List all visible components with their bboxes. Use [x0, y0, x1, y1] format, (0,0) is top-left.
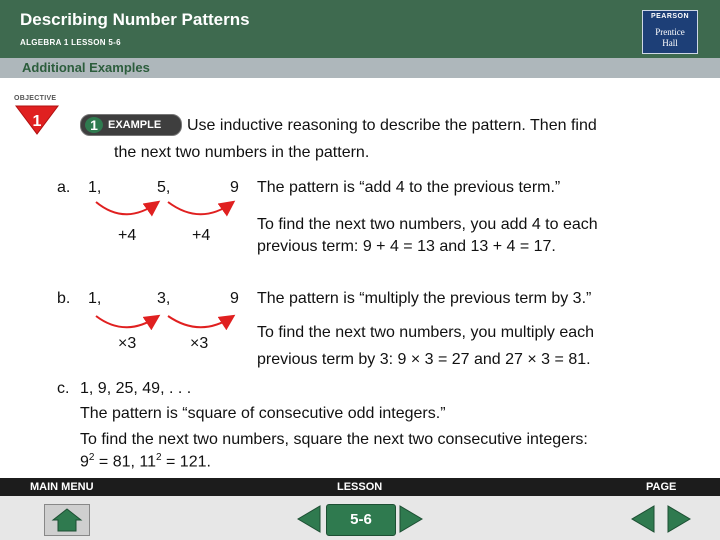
- part-a-step-2: +4: [192, 227, 211, 244]
- logo-line-2: Hall: [662, 38, 678, 48]
- part-c-sequence: 1, 9, 25, 49, . . .: [80, 380, 192, 397]
- lesson-next-arrow-icon: [398, 504, 424, 534]
- main-menu-button[interactable]: [44, 504, 90, 536]
- section-title: Additional Examples: [22, 60, 150, 75]
- lesson-subtitle: ALGEBRA 1 LESSON 5-6: [20, 38, 121, 47]
- part-c-explain-1: To find the next two numbers, square the next two consecutive integers:: [80, 431, 588, 448]
- part-b-step-2: ×3: [190, 335, 209, 352]
- part-c-eq2-exp: 2: [156, 452, 162, 463]
- page-prev-arrow-icon: [630, 504, 656, 534]
- part-a-term-3: 9: [230, 179, 239, 196]
- lesson-number-button[interactable]: [326, 504, 396, 536]
- lesson-label: LESSON: [337, 481, 383, 493]
- lesson-next-button[interactable]: [398, 504, 424, 534]
- part-c-eq1-exp: 2: [88, 452, 95, 463]
- part-c-rule: The pattern is “square of consecutive odd integers.”: [80, 405, 446, 422]
- logo-line-1: Prentice: [655, 27, 685, 37]
- part-b-term-2: 3,: [157, 290, 171, 307]
- part-a-label: a.: [57, 179, 71, 196]
- part-b-term-3: 9: [230, 290, 239, 307]
- page-next-button[interactable]: [666, 504, 692, 534]
- part-b-term-1: 1,: [88, 290, 102, 307]
- example-prompt-line-1: Use inductive reasoning to describe the pattern. Then find: [187, 117, 597, 134]
- part-b-arrow-2: [168, 316, 232, 327]
- objective-number: 1: [32, 113, 42, 130]
- part-a-explain-1: To find the next two numbers, you add 4 to each: [257, 216, 598, 233]
- example-prompt-line-2: the next two numbers in the pattern.: [114, 144, 370, 161]
- part-b-label: b.: [57, 290, 71, 307]
- main-menu-label: MAIN MENU: [30, 481, 94, 493]
- part-a-arrow-1: [96, 202, 157, 214]
- part-b-arrow-1: [96, 316, 157, 327]
- page-previous-button[interactable]: [630, 504, 656, 534]
- part-a-term-2: 5,: [157, 179, 171, 196]
- part-c-eq1-base: 9: [80, 453, 89, 471]
- logo-brand: PEARSON: [650, 13, 690, 20]
- part-c-label: c.: [57, 380, 70, 397]
- page-title: Describing Number Patterns: [20, 10, 250, 29]
- page-next-arrow-icon: [666, 504, 692, 534]
- part-a-rule: The pattern is “add 4 to the previous term.”: [257, 179, 561, 196]
- page-label: PAGE: [646, 481, 677, 493]
- lesson-number: 5-6: [350, 511, 372, 528]
- lesson-prev-arrow-icon: [296, 504, 322, 534]
- lesson-previous-button[interactable]: [296, 504, 322, 534]
- part-b-explain-2: previous term by 3: 9 × 3 = 27 and 27 × 3 = 81.: [257, 351, 591, 368]
- part-a-term-1: 1,: [88, 179, 102, 196]
- part-b-step-1: ×3: [118, 335, 137, 352]
- part-c-eq1-rest: = 81, 11: [94, 453, 156, 471]
- example-label: EXAMPLE: [108, 119, 162, 131]
- part-b-explain-1: To find the next two numbers, you multiply each: [257, 324, 595, 341]
- home-icon: [45, 505, 89, 535]
- part-c-equations: [80, 452, 211, 471]
- example-number: 1: [90, 117, 98, 133]
- part-a-explain-2: previous term: 9 + 4 = 13 and 13 + 4 = 17.: [257, 238, 556, 255]
- part-a-step-1: +4: [118, 227, 137, 244]
- part-c-eq2-rest: = 121.: [161, 453, 211, 471]
- part-a-arrow-2: [168, 202, 232, 214]
- objective-label: OBJECTIVE: [14, 95, 57, 102]
- part-b-rule: The pattern is “multiply the previous term by 3.”: [257, 290, 592, 307]
